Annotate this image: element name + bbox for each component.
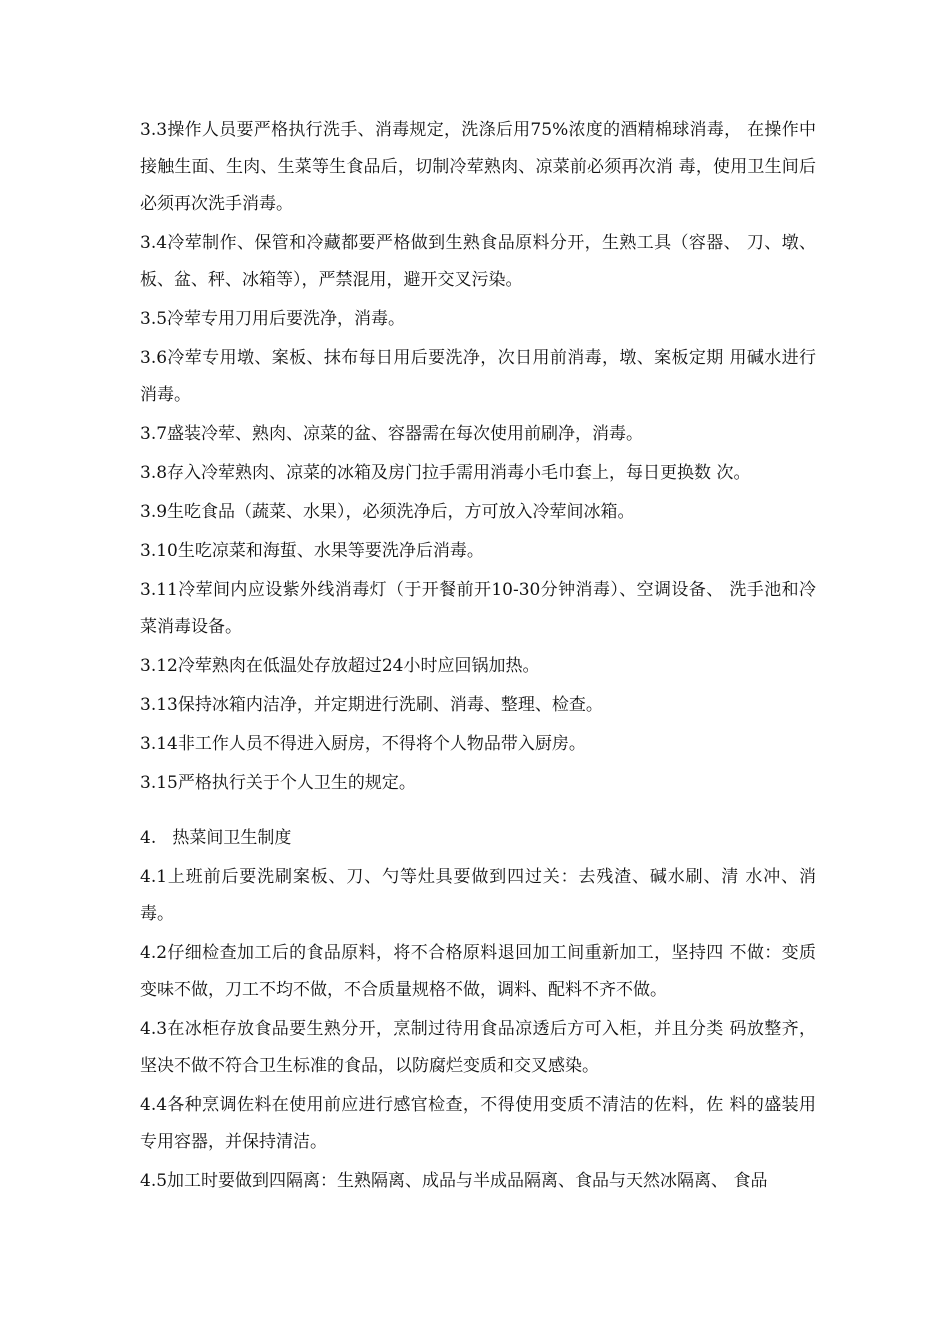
paragraph-3-8: 3.8存入冷荤熟肉、凉菜的冰箱及房门拉手需用消毒小毛巾套上，每日更换数 次。 [140,463,751,483]
paragraph-3-15: 3.15严格执行关于个人卫生的规定。 [140,773,416,793]
paragraph-3-6: 3.6冷荤专用墩、案板、抹布每日用后要洗净，次日用前消毒，墩、案板定期 用碱水进行消毒。 [140,348,816,405]
document-body [140,112,816,1202]
paragraph-4-3: 4.3在冰柜存放食品要生熟分开，烹制过待用食品凉透后方可入柜，并且分类 码放整齐，坚决不做不符合卫生标准的食品，以防腐烂变质和交叉感染。 [140,1019,816,1076]
paragraph-3-9: 3.9生吃食品（蔬菜、水果），必须洗净后，方可放入冷荤间冰箱。 [140,502,635,522]
paragraph-4-4: 4.4各种烹调佐料在使用前应进行感官检查，不得使用变质不清洁的佐料，佐 料的盛装用专用容器，并保持清洁。 [140,1095,816,1152]
section-gap [140,804,816,820]
paragraph-3-13: 3.13保持冰箱内洁净，并定期进行洗刷、消毒、整理、检查。 [140,695,603,715]
section-4-heading: 4. 热菜间卫生制度 [140,828,292,848]
paragraph-3-11: 3.11冷荤间内应设紫外线消毒灯（于开餐前开10-30分钟消毒）、空调设备、 洗手池和冷菜消毒设备。 [140,580,816,637]
paragraph-3-3: 3.3操作人员要严格执行洗手、消毒规定，洗涤后用75%浓度的酒精棉球消毒， 在操作中接触生面、生肉、生菜等生食品后，切制冷荤熟肉、凉菜前必须再次消 毒，使用卫生间后必须再次洗手消毒。 [140,120,816,214]
paragraph-3-5: 3.5冷荤专用刀用后要洗净，消毒。 [140,309,406,329]
paragraph-3-14: 3.14非工作人员不得进入厨房，不得将个人物品带入厨房。 [140,734,586,754]
paragraph-4-1: 4.1上班前后要洗刷案板、刀、勺等灶具要做到四过关：去残渣、碱水刷、清 水冲、消毒。 [140,867,816,924]
paragraph-4-2: 4.2仔细检查加工后的食品原料，将不合格原料退回加工间重新加工，坚持四 不做：变质变味不做，刀工不均不做，不合质量规格不做，调料、配料不齐不做。 [140,943,816,1000]
paragraph-3-7: 3.7盛装冷荤、熟肉、凉菜的盆、容器需在每次使用前刷净，消毒。 [140,424,644,444]
paragraph-3-4: 3.4冷荤制作、保管和冷藏都要严格做到生熟食品原料分开，生熟工具（容器、 刀、墩、板、盆、秤、冰箱等），严禁混用，避开交叉污染。 [140,233,816,290]
paragraph-4-5: 4.5加工时要做到四隔离：生熟隔离、成品与半成品隔离、食品与天然冰隔离、 食品 [140,1171,768,1191]
paragraph-3-12: 3.12冷荤熟肉在低温处存放超过24小时应回锅加热。 [140,656,540,676]
paragraph-3-10: 3.10生吃凉菜和海蜇、水果等要洗净后消毒。 [140,541,484,561]
